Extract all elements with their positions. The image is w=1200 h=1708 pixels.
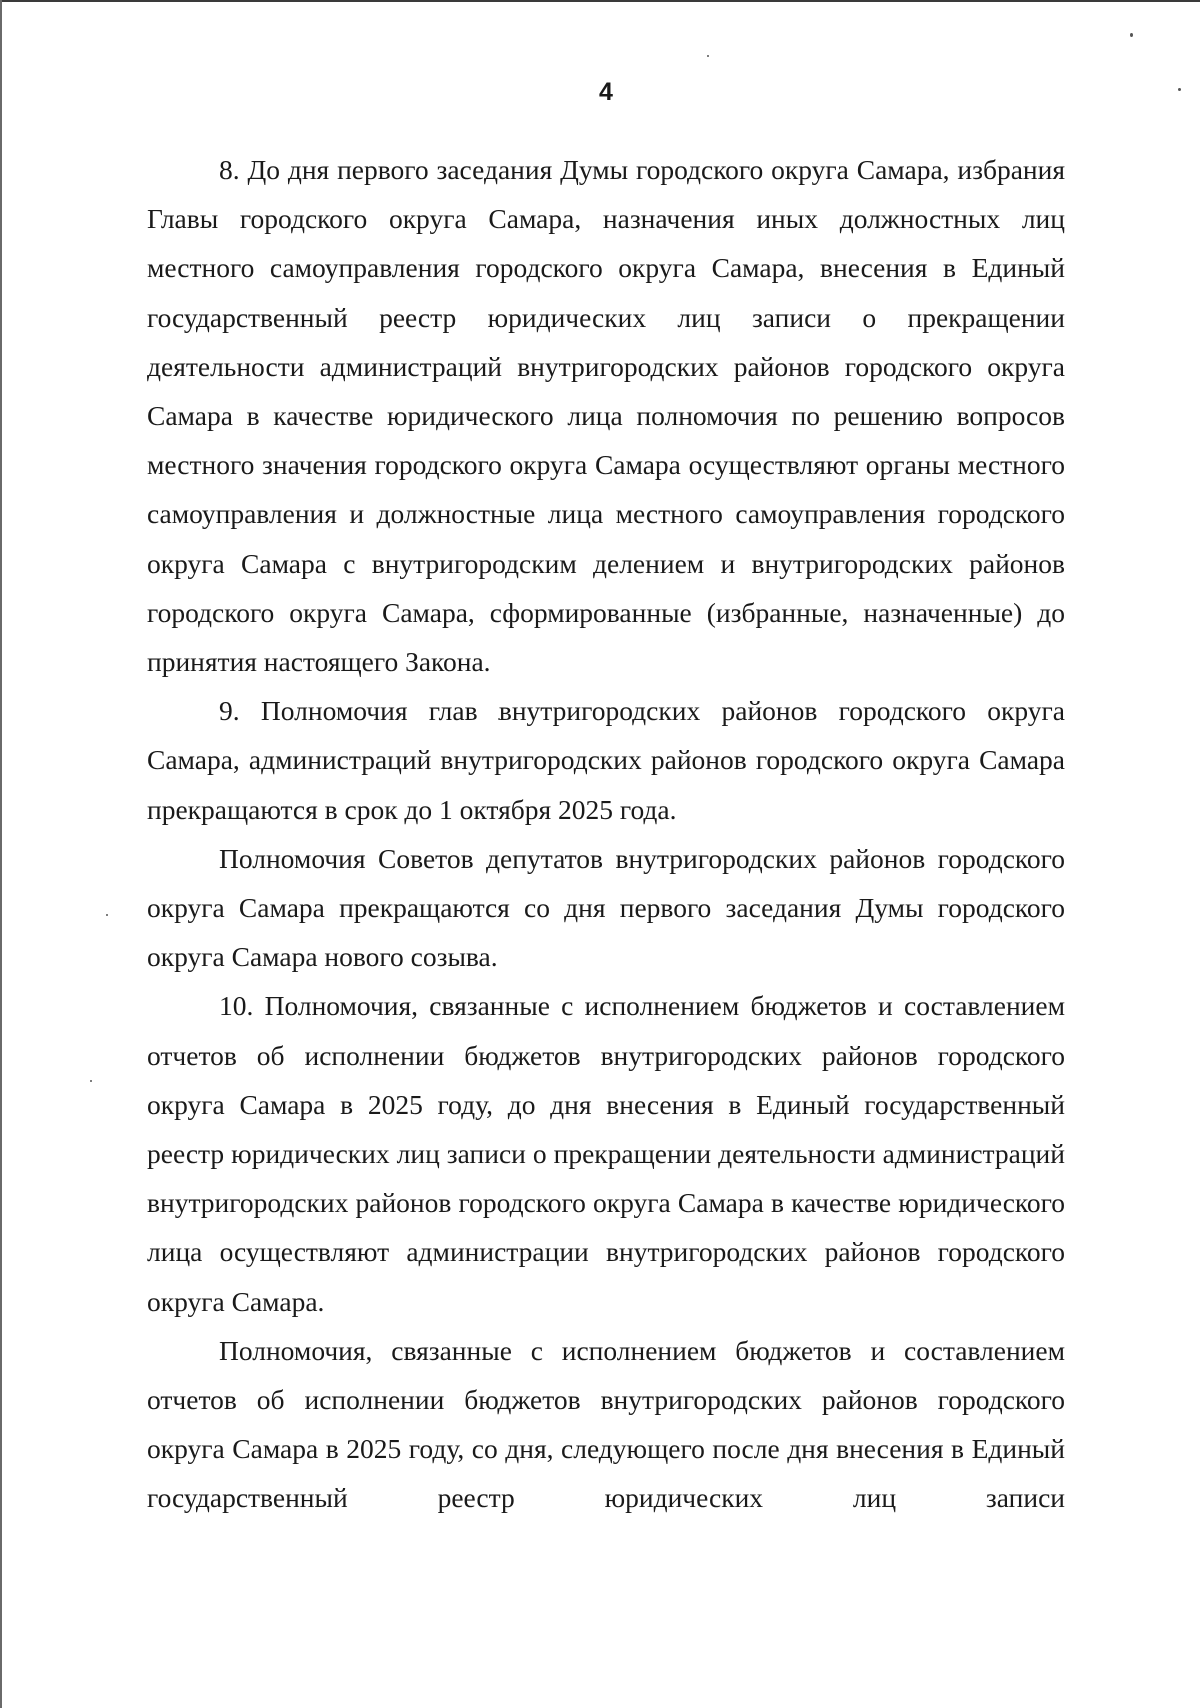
paragraph-10: 10. Полномочия, связанные с исполнением бюджетов и составлением отчетов об исполнении бюджетов внутригородских районов городского округа Самара в 2025 году, до дня внесения в Единый государственный реестр юридических лиц записи о прекращении деятельности администраций внутригородских районов городского округа Самара в качестве юридического лица осуществляют администрации внутригородских районов городского округа Самара. <box>147 990 1065 1317</box>
paragraph-10-continued: Полномочия, связанные с исполнением бюджетов и составлением отчетов об исполнении бюджетов внутригородских районов городского округа Самара в 2025 году, со дня, следующего после дня внесения в Единый государственный реестр юридических лиц записи <box>147 1334 1065 1514</box>
page-number: 4 <box>599 78 613 106</box>
paragraph-9: 9. Полномочия глав внутригородских районов городского округа Самара, администраций внутригородских районов городского округа Самара прекращаются в срок до 1 октября 2025 года. <box>147 695 1065 825</box>
scan-edge-top <box>0 0 1200 2</box>
scan-speck <box>90 1080 92 1082</box>
scan-speck <box>1130 33 1133 37</box>
scan-speck <box>106 914 108 916</box>
paragraph-8: 8. До дня первого заседания Думы городского округа Самара, избрания Главы городского округа Самара, назначения иных должностных лиц местного самоуправления городского округа Самара, внесения в Единый государственный реестр юридических лиц записи о прекращении деятельности администраций внутригородских районов городского округа Самара в качестве юридического лица полномочия по решению вопросов местного значения городского округа Самара осуществляют органы местного самоуправления и должностные лица местного самоуправления городского округа Самара с внутригородским делением и внутригородских районов городского округа Самара, сформированные (избранные, назначенные) до принятия настоящего Закона. <box>147 154 1065 678</box>
scan-speck <box>707 55 709 57</box>
paragraph-9-continued: Полномочия Советов депутатов внутригородских районов городского округа Самара прекращаются со дня первого заседания Думы городского округа Самара нового созыва. <box>147 842 1065 973</box>
scan-edge-left <box>0 0 2 1708</box>
document-body <box>147 145 1065 1523</box>
